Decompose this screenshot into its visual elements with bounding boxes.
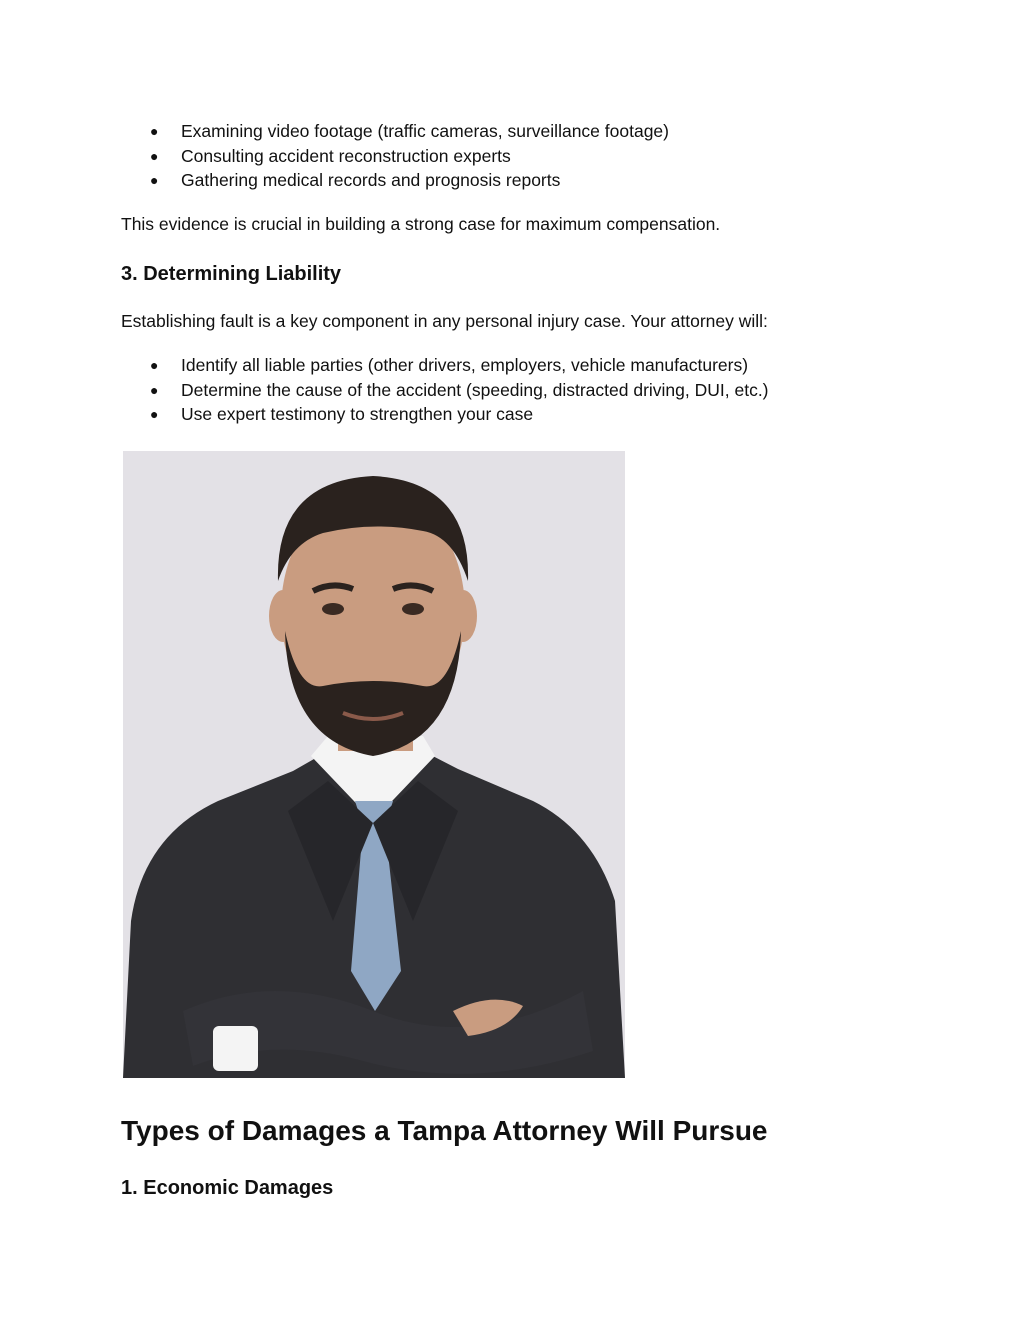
bullet-icon: ● xyxy=(150,381,159,398)
liability-list xyxy=(150,353,769,427)
bullet-icon: ● xyxy=(150,357,159,373)
damages-heading: Types of Damages a Tampa Attorney Will Pursue xyxy=(121,1115,768,1146)
list-item: ● Identify all liable parties (other drivers, employers, vehicle manufacturers) xyxy=(150,353,769,378)
list-item: ● Gathering medical records and prognosis reports xyxy=(150,168,669,193)
list-item: ● Determine the cause of the accident (speeding, distracted driving, DUI, etc.) xyxy=(150,378,769,403)
list-item: ● Consulting accident reconstruction experts xyxy=(150,144,669,169)
evidence-list xyxy=(150,119,669,193)
right-ear xyxy=(449,590,477,642)
right-eye xyxy=(402,603,424,615)
left-eye xyxy=(322,603,344,615)
bullet-icon: ● xyxy=(150,147,159,164)
section-heading-liability: 3. Determining Liability xyxy=(121,263,342,285)
bullet-icon: ● xyxy=(150,406,159,422)
evidence-paragraph: This evidence is crucial in building a strong case for maximum compensation. xyxy=(121,214,721,234)
shirt-cuff xyxy=(213,1026,258,1071)
list-item: ● Examining video footage (traffic cameras, surveillance footage) xyxy=(150,119,669,144)
left-ear xyxy=(269,590,297,642)
list-item: ● Use expert testimony to strengthen your case xyxy=(150,402,769,427)
attorney-portrait-photo xyxy=(123,451,625,1078)
liability-intro: Establishing fault is a key component in any personal injury case. Your attorney will: xyxy=(121,311,768,331)
bullet-icon: ● xyxy=(150,123,159,139)
economic-damages-heading: 1. Economic Damages xyxy=(121,1177,334,1199)
bullet-icon: ● xyxy=(150,172,159,188)
portrait-illustration xyxy=(123,451,625,1078)
